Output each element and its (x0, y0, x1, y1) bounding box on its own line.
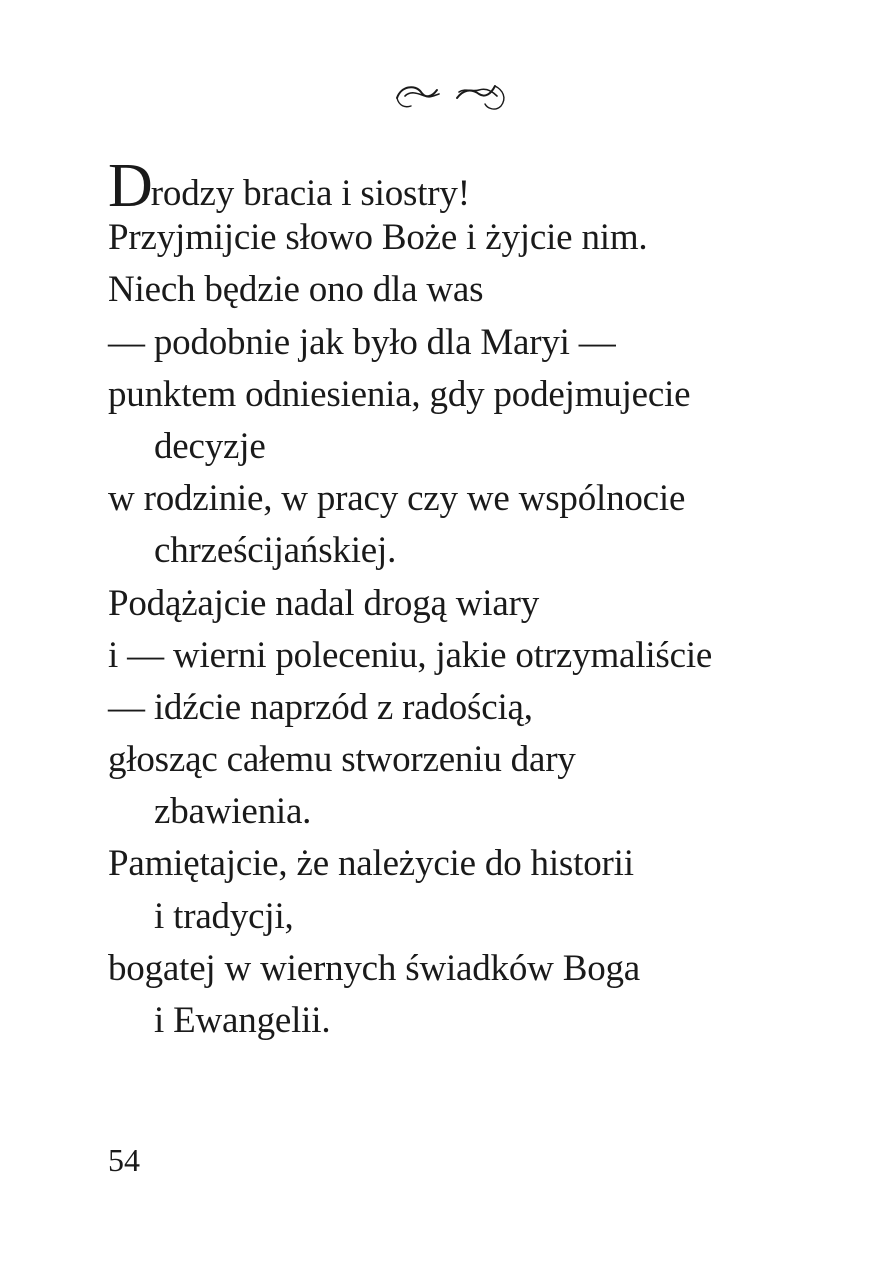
poem-line: i — wierni poleceniu, jakie otrzymaliście (108, 634, 713, 676)
poem-line: w rodzinie, w pracy czy we wspólnocie (108, 478, 686, 520)
poem-line-text: rodzy bracia i siostry! (150, 173, 470, 214)
poem-line: — idźcie naprzód z radością, (108, 686, 533, 728)
poem-line-continuation: chrześcijańskiej. (154, 530, 397, 572)
poem-line-continuation: i Ewangelii. (154, 1000, 331, 1041)
poem-line-continuation: i tradycji, (154, 895, 294, 937)
poem-text (108, 152, 868, 1047)
poem-line-continuation: decyzje (154, 425, 266, 467)
poem-line: bogatej w wiernych świadków Boga (108, 947, 641, 989)
poem-line (108, 152, 868, 220)
poem-line: punktem odniesienia, gdy podejmujecie (108, 373, 691, 415)
poem-line: Podążajcie nadal drogą wiary (108, 582, 540, 624)
poem-line: Niech będzie ono dla was (108, 269, 484, 311)
drop-cap: D (108, 152, 151, 220)
poem-line: głosząc całemu stworzeniu dary (108, 739, 576, 781)
poem-line: Przyjmijcie słowo Boże i żyjcie nim. (108, 217, 648, 259)
page-number: 54 (108, 1142, 140, 1178)
poem-line: — podobnie jak było dla Maryi — (108, 321, 616, 363)
decorative-flourish-icon (391, 76, 511, 116)
poem-line: Pamiętajcie, że należycie do historii (108, 843, 634, 885)
poem-line-continuation: zbawienia. (154, 791, 312, 833)
